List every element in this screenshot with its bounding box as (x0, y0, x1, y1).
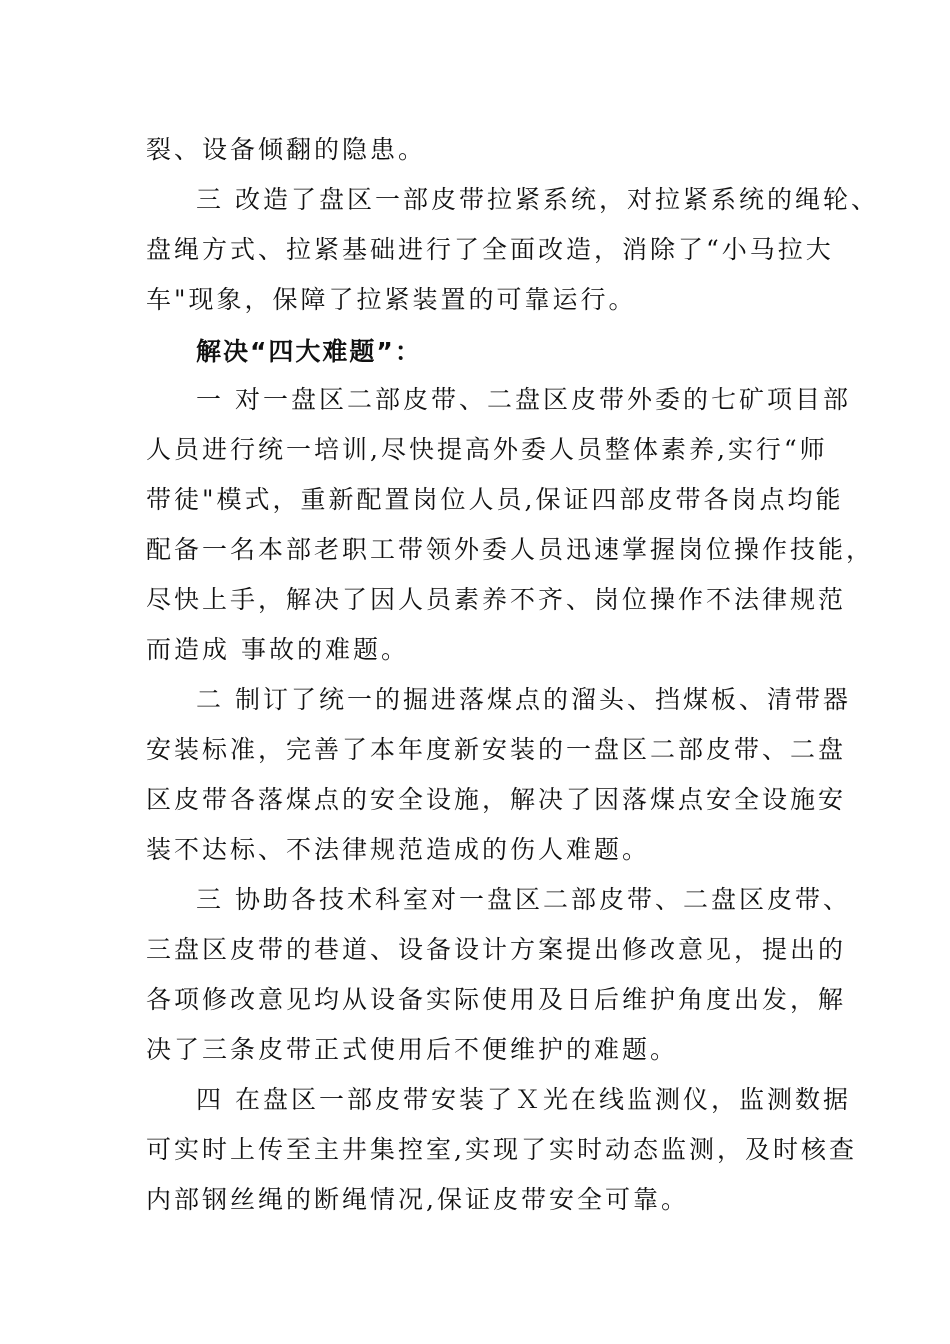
text-line: 车"现象，保障了拉紧装置的可靠运行。 (146, 285, 637, 314)
text-line: 裂、设备倾翻的隐患。 (146, 135, 427, 164)
text-line: 三 改造了盘区一部皮带拉紧系统，对拉紧系统的绳轮、 (196, 185, 879, 214)
text-line: 三 协助各技术科室对一盘区二部皮带、二盘区皮带、 (196, 885, 851, 914)
text-line: 三盘区皮带的巷道、设备设计方案提出修改意见，提出的 (146, 935, 847, 964)
text-line: 二 制订了统一的掘进落煤点的溜头、挡煤板、清带器 (196, 685, 851, 714)
text-line: 装不达标、不法律规范造成的伤人难题。 (146, 835, 651, 864)
text-line: 人员进行统一培训,尽快提高外委人员整体素养,实行“师 (146, 435, 828, 464)
text-line: 可实时上传至主井集控室,实现了实时动态监测，及时核查 (146, 1135, 857, 1164)
text-line: 尽快上手，解决了因人员素养不齐、岗位操作不法律规范 (146, 585, 847, 614)
text-line: 区皮带各落煤点的安全设施，解决了因落煤点安全设施安 (146, 785, 847, 814)
section-heading: 解决“四大难题”： (196, 337, 422, 366)
text-line: 盘绳方式、拉紧基础进行了全面改造，消除了“小马拉大 (146, 235, 834, 264)
text-line: 内部钢丝绳的断绳情况,保证皮带安全可靠。 (146, 1185, 689, 1214)
text-line: 而造成 事故的难题。 (146, 635, 409, 664)
text-line: 各项修改意见均从设备实际使用及日后维护角度出发，解 (146, 985, 847, 1014)
text-line: 决了三条皮带正式使用后不便维护的难题。 (146, 1035, 679, 1064)
text-line: 四 在盘区一部皮带安装了Ｘ光在线监测仪，监测数据 (196, 1085, 851, 1114)
text-line: 带徒"模式，重新配置岗位人员,保证四部皮带各岗点均能 (146, 485, 844, 514)
text-line: 安装标准，完善了本年度新安装的一盘区二部皮带、二盘 (146, 735, 847, 764)
text-line: 配备一名本部老职工带领外委人员迅速掌握岗位操作技能， (146, 535, 875, 564)
text-line: 一 对一盘区二部皮带、二盘区皮带外委的七矿项目部 (196, 385, 851, 414)
